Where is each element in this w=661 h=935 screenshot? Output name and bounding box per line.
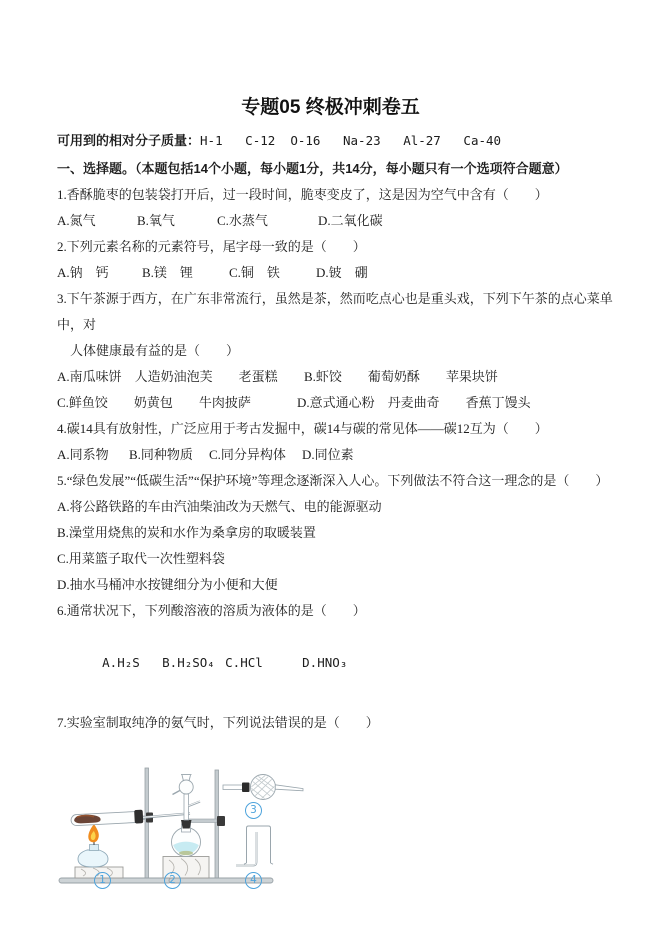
question-2-options: [57, 260, 633, 286]
question-5-option-a: A.将公路铁路的车由汽油柴油改为天燃气、电的能源驱动: [57, 499, 382, 514]
option: D.二氧化碳: [318, 213, 383, 228]
question-1-stem: 1.香酥脆枣的包装袋打开后，过一段时间，脆枣变皮了，这是因为空气中含有（ ）: [57, 187, 548, 202]
option: A.H₂S: [102, 655, 140, 670]
option: C.鲜鱼饺 奶黄包 牛肉披萨: [57, 395, 251, 410]
option: C.HCl: [225, 655, 263, 670]
relative-masses-line: [57, 128, 633, 154]
option: C.同分异构体: [209, 447, 286, 462]
question-3-options-row1: [57, 364, 633, 390]
drying-bulb-icon: [223, 774, 303, 802]
question-5-option-c: C.用菜篮子取代一次性塑料袋: [57, 551, 225, 566]
option: B.同种物质: [129, 447, 193, 462]
alcohol-lamp-icon: [78, 824, 108, 867]
page-title: 专题05 终极冲刺卷五: [241, 97, 420, 118]
option: D.意式通心粉 丹麦曲奇 香蕉丁馒头: [297, 395, 531, 410]
option: A.钠 钙: [57, 265, 109, 280]
option: D.HNO₃: [302, 655, 348, 670]
circled-number-1: 1: [94, 872, 111, 889]
question-3-stem-line2: 人体健康最有益的是（ ）: [70, 343, 240, 358]
option: C.水蒸气: [217, 213, 268, 228]
question-3-options-row2: [57, 390, 633, 416]
question-3-stem-line1: 3.下午茶源于西方，在广东非常流行，虽然是茶，然而吃点心也是重头戏，下列下午茶的点心菜单中，对: [57, 291, 613, 332]
relative-masses-label: 可用到的相对分子质量：: [57, 133, 201, 148]
exam-body: [0, 128, 661, 905]
option: B.虾饺 葡萄奶酥 苹果块饼: [304, 369, 498, 384]
apparatus-figure: [57, 750, 633, 905]
option: A.氮气: [57, 213, 96, 228]
question-4-options: [57, 442, 633, 468]
option: D.铍 硼: [316, 265, 368, 280]
question-4-stem: 4.碳14具有放射性，广泛应用于考古发掘中，碳14与碳的常见体——碳12互为（ ）: [57, 421, 548, 436]
circled-number-2: 2: [164, 872, 181, 889]
question-2-stem: 2.下列元素名称的元素符号，尾字母一致的是（ ）: [57, 239, 366, 254]
option: A.同系物: [57, 447, 109, 462]
question-1-options: [57, 208, 633, 234]
option: B.镁 锂: [142, 265, 193, 280]
section-header: 一、选择题。（本题包括14个小题，每小题1分，共14分，每小题只有一个选项符合题意）: [57, 161, 568, 176]
question-6-options: [57, 624, 633, 702]
apparatus-diagram: [57, 750, 317, 885]
circled-number-3: 3: [245, 802, 262, 819]
option: B.H₂SO₄: [162, 655, 215, 670]
circled-number-4: 4: [245, 872, 262, 889]
test-tube-heating-icon: [71, 810, 144, 827]
gas-collection-jar-icon: [236, 826, 273, 866]
question-5-stem: 5.“绿色发展”“低碳生活”“保护环境”等理念逐渐深入人心。下列做法不符合这一理念的是（ ）: [57, 473, 609, 488]
question-7-stem: 7.实验室制取纯净的氨气时，下列说法错误的是（ ）: [57, 715, 379, 730]
question-5-option-b: B.澡堂用烧焦的炭和水作为桑拿房的取暖装置: [57, 525, 316, 540]
question-6-stem: 6.通常状况下，下列酸溶液的溶质为液体的是（ ）: [57, 603, 366, 618]
option: D.同位素: [302, 447, 354, 462]
option: B.氧气: [137, 213, 175, 228]
option: C.铜 铁: [229, 265, 280, 280]
option: A.南瓜味饼 人造奶油泡芙 老蛋糕: [57, 369, 278, 384]
question-5-option-d: D.抽水马桶冲水按键细分为小便和大便: [57, 577, 278, 592]
relative-masses-values: H-1 C-12 O-16 Na-23 Al-27 Ca-40: [200, 133, 502, 148]
